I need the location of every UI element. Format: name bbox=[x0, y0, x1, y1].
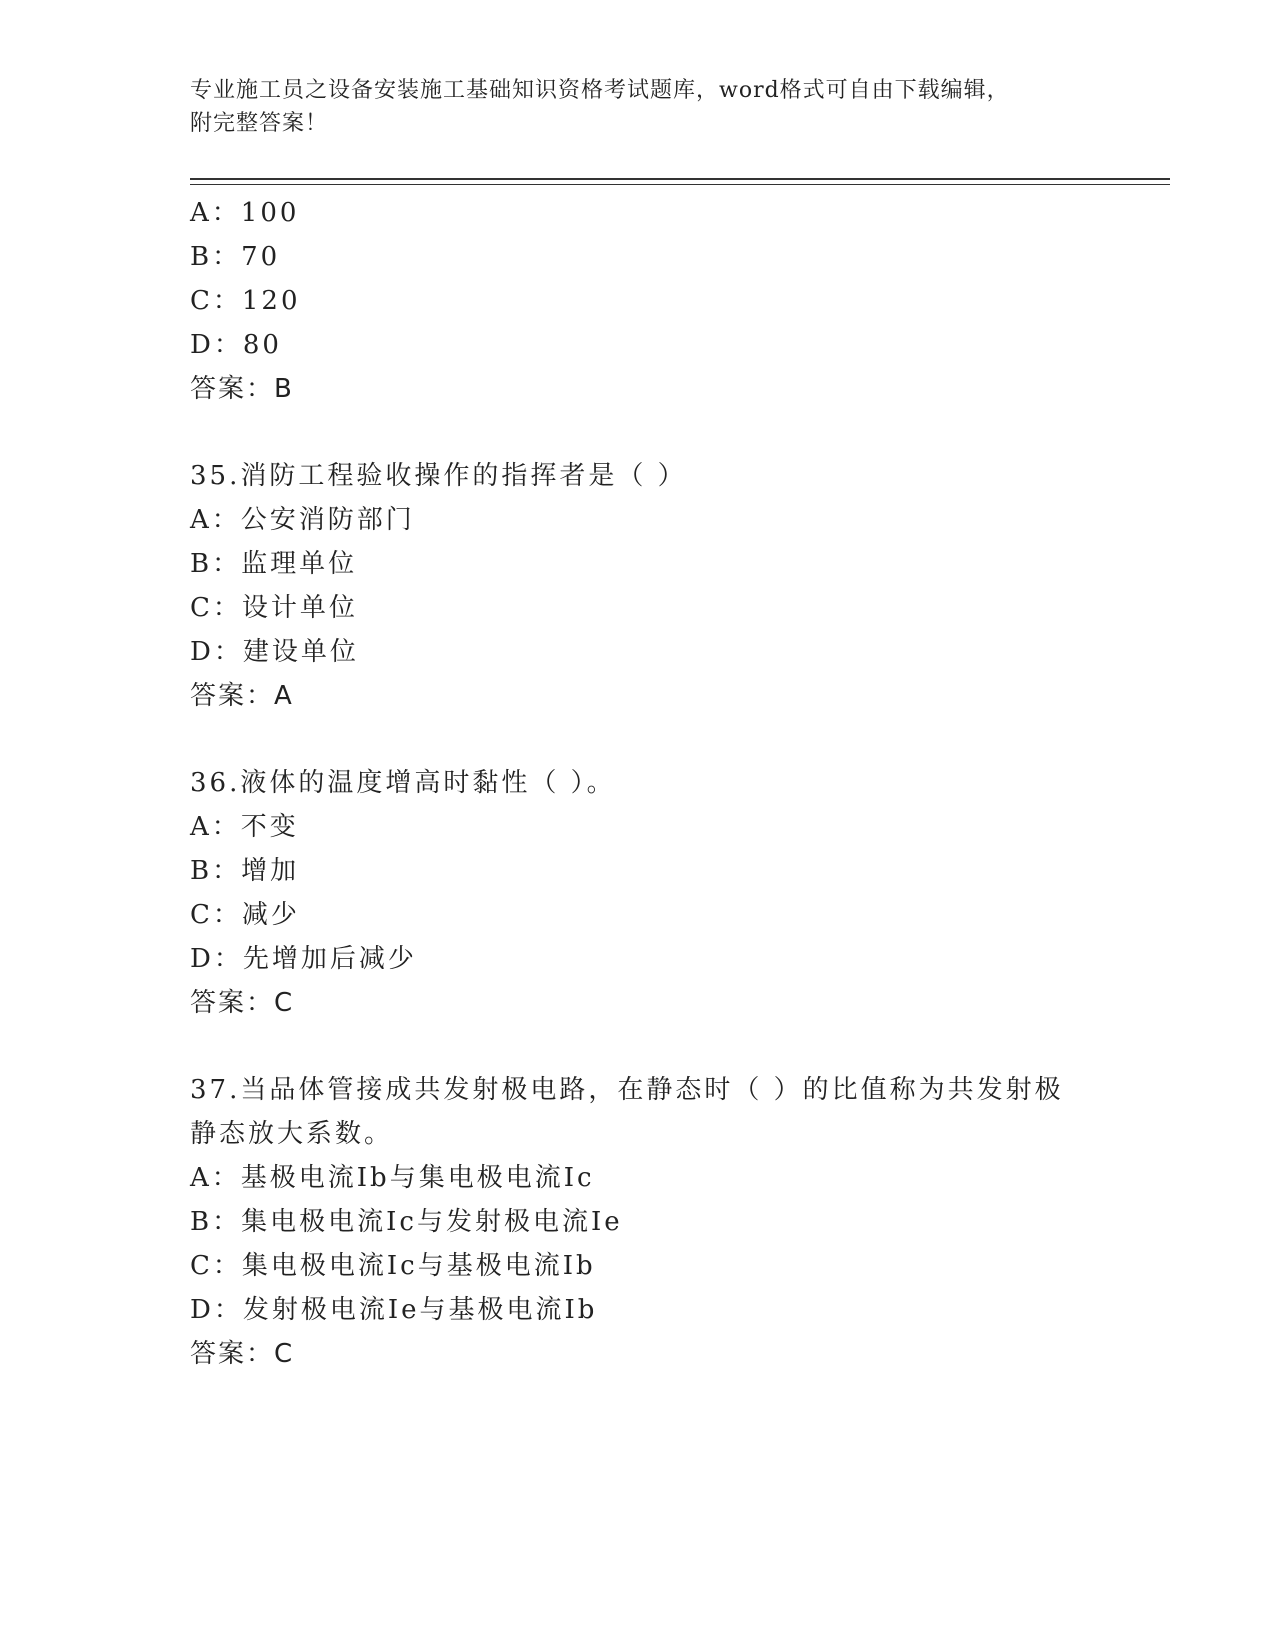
header-title-line2: 附完整答案！ bbox=[190, 111, 329, 136]
header-divider-thick bbox=[190, 178, 1170, 180]
q35-option-c: C：设计单位 bbox=[190, 593, 358, 623]
q36-option-a: A：不变 bbox=[190, 812, 299, 842]
q36-option-d: D：先增加后减少 bbox=[190, 944, 417, 974]
q37-option-b: B：集电极电流Ic与发射极电流Ie bbox=[190, 1207, 623, 1237]
header-title-line1: 专业施工员之设备安装施工基础知识资格考试题库，word格式可自由下载编辑， bbox=[190, 78, 1010, 103]
q35-question: 35.消防工程验收操作的指挥者是（ ） bbox=[190, 461, 687, 491]
q37-question-line2: 静态放大系数。 bbox=[190, 1119, 394, 1149]
q34-option-c: C：120 bbox=[190, 286, 301, 316]
q34-option-d: D：80 bbox=[190, 330, 282, 360]
q37-option-c: C：集电极电流Ic与基极电流Ib bbox=[190, 1251, 596, 1281]
q37-option-a: A：基极电流Ib与集电极电流Ic bbox=[190, 1163, 595, 1193]
q36-option-b: B：增加 bbox=[190, 856, 300, 886]
q37-answer: 答案：C bbox=[190, 1339, 295, 1369]
q35-option-d: D：建设单位 bbox=[190, 637, 359, 667]
q35-option-b: B：监理单位 bbox=[190, 549, 358, 579]
q36-answer: 答案：C bbox=[190, 988, 295, 1018]
q37-question-line1: 37.当品体管接成共发射极电路，在静态时（ ）的比值称为共发射极 bbox=[190, 1075, 1064, 1105]
q34-option-b: B：70 bbox=[190, 242, 281, 272]
document-header bbox=[190, 74, 1070, 140]
q36-option-c: C：减少 bbox=[190, 900, 300, 930]
q37-option-d: D：发射极电流Ie与基极电流Ib bbox=[190, 1295, 598, 1325]
header-divider-thin bbox=[190, 184, 1170, 185]
q34-option-a: A：100 bbox=[190, 198, 300, 228]
q35-option-a: A：公安消防部门 bbox=[190, 505, 415, 535]
q36-question: 36.液体的温度增高时黏性（ ）。 bbox=[190, 768, 616, 798]
q34-answer: 答案：B bbox=[190, 374, 294, 404]
q35-answer: 答案：A bbox=[190, 681, 294, 711]
